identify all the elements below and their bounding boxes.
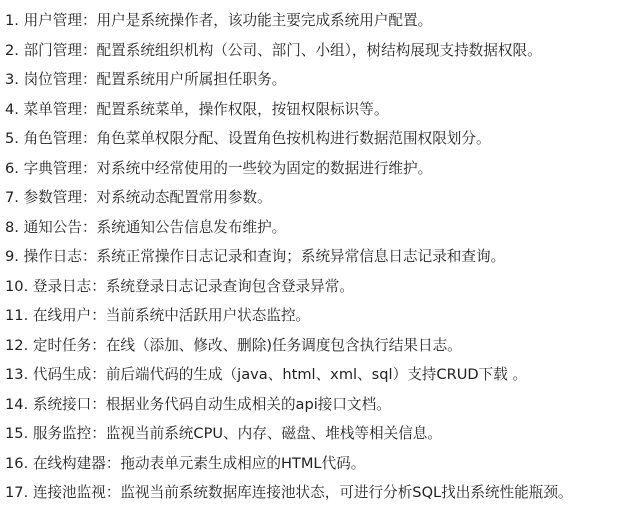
item-text: 字典管理：对系统中经常使用的一些较为固定的数据进行维护。 [23, 159, 433, 177]
list-item [5, 242, 640, 272]
item-number: 11. [5, 307, 29, 324]
item-number: 15. [5, 425, 29, 442]
item-text: 连接池监视：监视当前系统数据库连接池状态，可进行分析SQL找出系统性能瓶颈。 [32, 484, 573, 501]
list-item [5, 331, 640, 361]
list-item [5, 478, 640, 508]
item-number: 4. [5, 100, 19, 118]
item-text: 通知公告：系统通知公告信息发布维护。 [23, 218, 287, 236]
item-number: 1. [5, 12, 19, 29]
list-item [5, 449, 640, 479]
item-number: 7. [5, 189, 19, 206]
item-number: 5. [5, 130, 19, 147]
item-text: 系统接口：根据业务代码自动生成相关的api接口文档。 [32, 395, 391, 413]
list-item [5, 419, 640, 449]
list-item [5, 154, 640, 184]
item-number: 14. [5, 395, 29, 413]
list-item [5, 213, 640, 243]
item-text: 操作日志：系统正常操作日志记录和查询；系统异常信息日志记录和查询。 [23, 248, 506, 265]
item-text: 岗位管理：配置系统用户所属担任职务。 [23, 71, 287, 88]
list-item [5, 360, 640, 390]
list-item [5, 183, 640, 213]
item-text: 定时任务：在线（添加、修改、删除)任务调度包含执行结果日志。 [32, 336, 462, 354]
item-number: 9. [5, 248, 19, 265]
item-number: 8. [5, 218, 19, 236]
item-text: 代码生成：前后端代码的生成（java、html、xml、sql）支持CRUD下载 。 [32, 366, 528, 383]
item-text: 菜单管理：配置系统菜单，操作权限，按钮权限标识等。 [23, 100, 389, 118]
item-number: 2. [5, 41, 19, 59]
item-text: 服务监控：监视当前系统CPU、内存、磁盘、堆栈等相关信息。 [32, 425, 442, 442]
item-text: 在线构建器：拖动表单元素生成相应的HTML代码。 [32, 454, 366, 472]
item-text: 参数管理：对系统动态配置常用参数。 [23, 189, 272, 206]
list-item [5, 301, 640, 331]
item-number: 6. [5, 159, 19, 177]
item-text: 登录日志：系统登录日志记录查询包含登录异常。 [32, 277, 354, 295]
item-text: 部门管理：配置系统组织机构（公司、部门、小组），树结构展现支持数据权限。 [23, 41, 542, 59]
list-item [5, 95, 640, 125]
item-number: 17. [5, 484, 29, 501]
item-number: 16. [5, 454, 29, 472]
list-item [5, 390, 640, 420]
item-text: 角色管理：角色菜单权限分配、设置角色按机构进行数据范围权限划分。 [23, 130, 491, 147]
item-text: 用户管理：用户是系统操作者，该功能主要完成系统用户配置。 [23, 12, 433, 29]
item-number: 13. [5, 366, 29, 383]
item-number: 12. [5, 336, 29, 354]
list-item [5, 272, 640, 302]
item-number: 10. [5, 277, 29, 295]
list-item [5, 6, 640, 36]
item-text: 在线用户：当前系统中活跃用户状态监控。 [32, 307, 311, 324]
list-item [5, 36, 640, 66]
list-item [5, 65, 640, 95]
item-number: 3. [5, 71, 19, 88]
list-item [5, 124, 640, 154]
